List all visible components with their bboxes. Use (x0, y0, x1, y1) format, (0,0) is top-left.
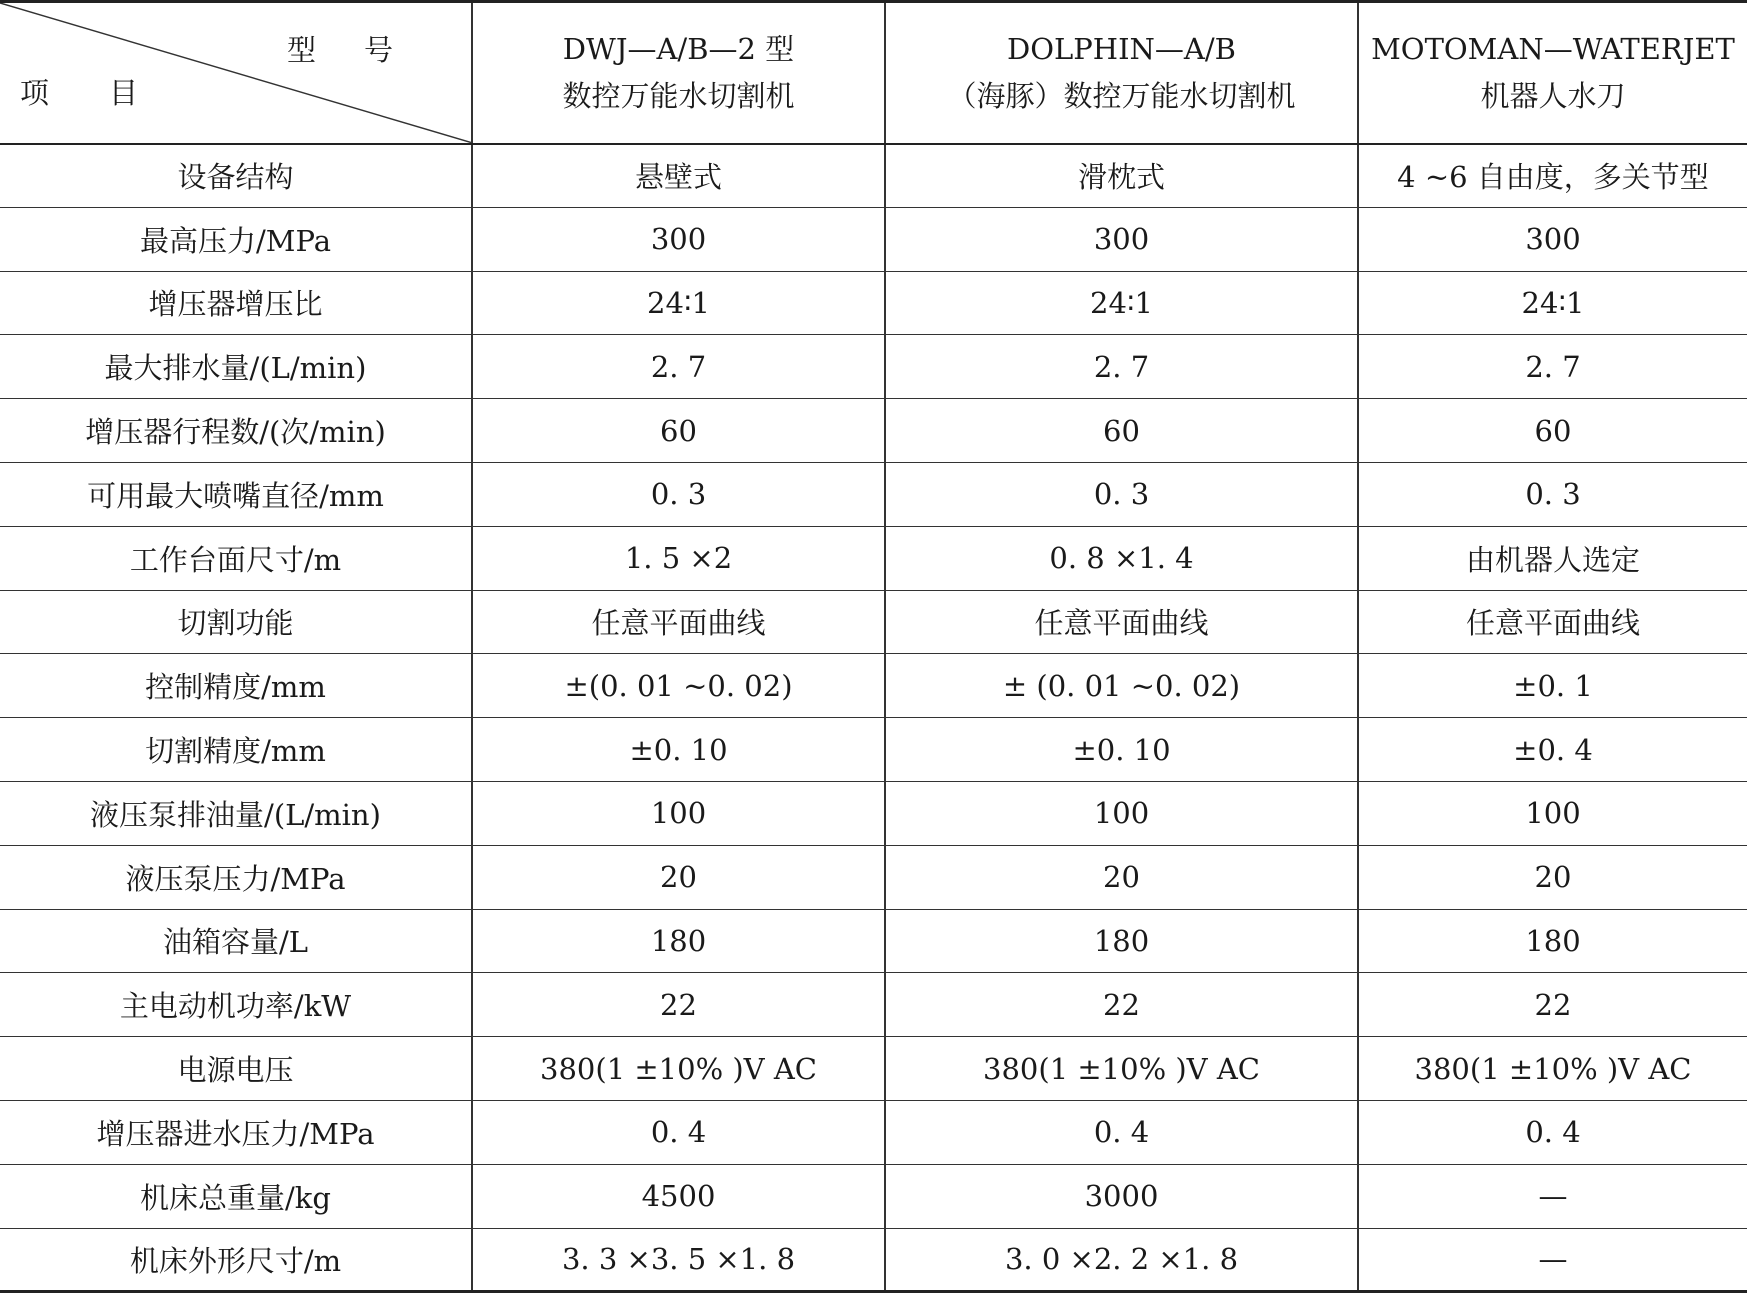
value-cell: — (1358, 1228, 1747, 1292)
corner-header-cell (0, 2, 472, 144)
value-cell: 24∶1 (885, 271, 1358, 335)
table-row (0, 335, 1747, 399)
row-label-cell: 增压器进水压力/MPa (0, 1100, 472, 1164)
table-row (0, 1228, 1747, 1292)
row-label-cell: 设备结构 (0, 144, 472, 208)
row-label-cell: 增压器增压比 (0, 271, 472, 335)
value-cell: 380(1 ±10% )V AC (1358, 1037, 1747, 1101)
value-cell: — (1358, 1164, 1747, 1228)
value-cell: 3000 (885, 1164, 1358, 1228)
table-row (0, 399, 1747, 463)
table-row (0, 845, 1747, 909)
table-row (0, 718, 1747, 782)
row-label-cell: 工作台面尺寸/m (0, 526, 472, 590)
value-cell: 300 (472, 207, 885, 271)
row-label-cell: 控制精度/mm (0, 654, 472, 718)
table-row (0, 590, 1747, 654)
value-cell: 380(1 ±10% )V AC (885, 1037, 1358, 1101)
row-label-cell: 液压泵排油量/(L/min) (0, 781, 472, 845)
value-cell: 180 (472, 909, 885, 973)
table-row (0, 1100, 1747, 1164)
value-cell: 20 (885, 845, 1358, 909)
value-cell: 0. 8 ×1. 4 (885, 526, 1358, 590)
value-cell: 100 (472, 781, 885, 845)
value-cell: 22 (885, 973, 1358, 1037)
value-cell: ±0. 4 (1358, 718, 1747, 782)
value-cell: 24∶1 (472, 271, 885, 335)
table-row (0, 1164, 1747, 1228)
row-label-cell: 最高压力/MPa (0, 207, 472, 271)
row-label-cell: 切割精度/mm (0, 718, 472, 782)
value-cell: 60 (472, 399, 885, 463)
table-row (0, 462, 1747, 526)
value-cell: 2. 7 (472, 335, 885, 399)
value-cell: 380(1 ±10% )V AC (472, 1037, 885, 1101)
row-label-cell: 液压泵压力/MPa (0, 845, 472, 909)
value-cell: 滑枕式 (885, 144, 1358, 208)
value-cell: 3. 0 ×2. 2 ×1. 8 (885, 1228, 1358, 1292)
table-row (0, 144, 1747, 208)
value-cell: 20 (472, 845, 885, 909)
value-cell: 1. 5 ×2 (472, 526, 885, 590)
header-col-motoman (1358, 2, 1747, 144)
header-col-line1: DOLPHIN—A/B (1007, 32, 1236, 67)
value-cell: 300 (885, 207, 1358, 271)
header-col-dolphin (885, 2, 1358, 144)
value-cell: 悬壁式 (472, 144, 885, 208)
value-cell: ±0. 1 (1358, 654, 1747, 718)
value-cell: 22 (1358, 973, 1747, 1037)
row-label-cell: 切割功能 (0, 590, 472, 654)
value-cell: 24∶1 (1358, 271, 1747, 335)
value-cell: ±0. 10 (885, 718, 1358, 782)
table-row (0, 526, 1747, 590)
value-cell: ±0. 10 (472, 718, 885, 782)
row-label-cell: 主电动机功率/kW (0, 973, 472, 1037)
value-cell: 任意平面曲线 (885, 590, 1358, 654)
value-cell: ± (0. 01 ~0. 02) (885, 654, 1358, 718)
table-row (0, 1037, 1747, 1101)
table-row (0, 909, 1747, 973)
value-cell: 0. 3 (472, 462, 885, 526)
header-col-line2: （海豚）数控万能水切割机 (947, 78, 1296, 113)
corner-label-item: 项目 (20, 76, 199, 111)
row-label-cell: 电源电压 (0, 1037, 472, 1101)
table-row (0, 271, 1747, 335)
value-cell: 100 (885, 781, 1358, 845)
value-cell: 0. 4 (1358, 1100, 1747, 1164)
value-cell: 180 (885, 909, 1358, 973)
value-cell: 0. 3 (885, 462, 1358, 526)
table-row (0, 207, 1747, 271)
row-label-cell: 可用最大喷嘴直径/mm (0, 462, 472, 526)
header-col-line1: DWJ—A/B—2 型 (562, 32, 795, 67)
value-cell: 由机器人选定 (1358, 526, 1747, 590)
row-label-cell: 最大排水量/(L/min) (0, 335, 472, 399)
value-cell: 2. 7 (1358, 335, 1747, 399)
table-row (0, 654, 1747, 718)
value-cell: 任意平面曲线 (472, 590, 885, 654)
table-row (0, 781, 1747, 845)
value-cell: 0. 3 (1358, 462, 1747, 526)
value-cell: 180 (1358, 909, 1747, 973)
value-cell: 4500 (472, 1164, 885, 1228)
row-label-cell: 增压器行程数/(次/min) (0, 399, 472, 463)
table-row (0, 973, 1747, 1037)
value-cell: 60 (1358, 399, 1747, 463)
header-col-line2: 机器人水刀 (1480, 78, 1626, 113)
row-label-cell: 机床外形尺寸/m (0, 1228, 472, 1292)
table-header-row (0, 2, 1747, 144)
header-col-line2: 数控万能水切割机 (562, 78, 795, 113)
value-cell: 60 (885, 399, 1358, 463)
value-cell: 3. 3 ×3. 5 ×1. 8 (472, 1228, 885, 1292)
value-cell: 22 (472, 973, 885, 1037)
row-label-cell: 油箱容量/L (0, 909, 472, 973)
value-cell: 20 (1358, 845, 1747, 909)
header-col-line1: MOTOMAN—WATERJET (1371, 32, 1735, 67)
value-cell: ±(0. 01 ~0. 02) (472, 654, 885, 718)
value-cell: 0. 4 (885, 1100, 1358, 1164)
row-label-cell: 机床总重量/kg (0, 1164, 472, 1228)
corner-label-model: 型号 (286, 33, 441, 67)
value-cell: 0. 4 (472, 1100, 885, 1164)
header-col-dwj (472, 2, 885, 144)
value-cell: 任意平面曲线 (1358, 590, 1747, 654)
value-cell: 2. 7 (885, 335, 1358, 399)
value-cell: 300 (1358, 207, 1747, 271)
value-cell: 100 (1358, 781, 1747, 845)
value-cell: 4 ~6 自由度，多关节型 (1358, 144, 1747, 208)
